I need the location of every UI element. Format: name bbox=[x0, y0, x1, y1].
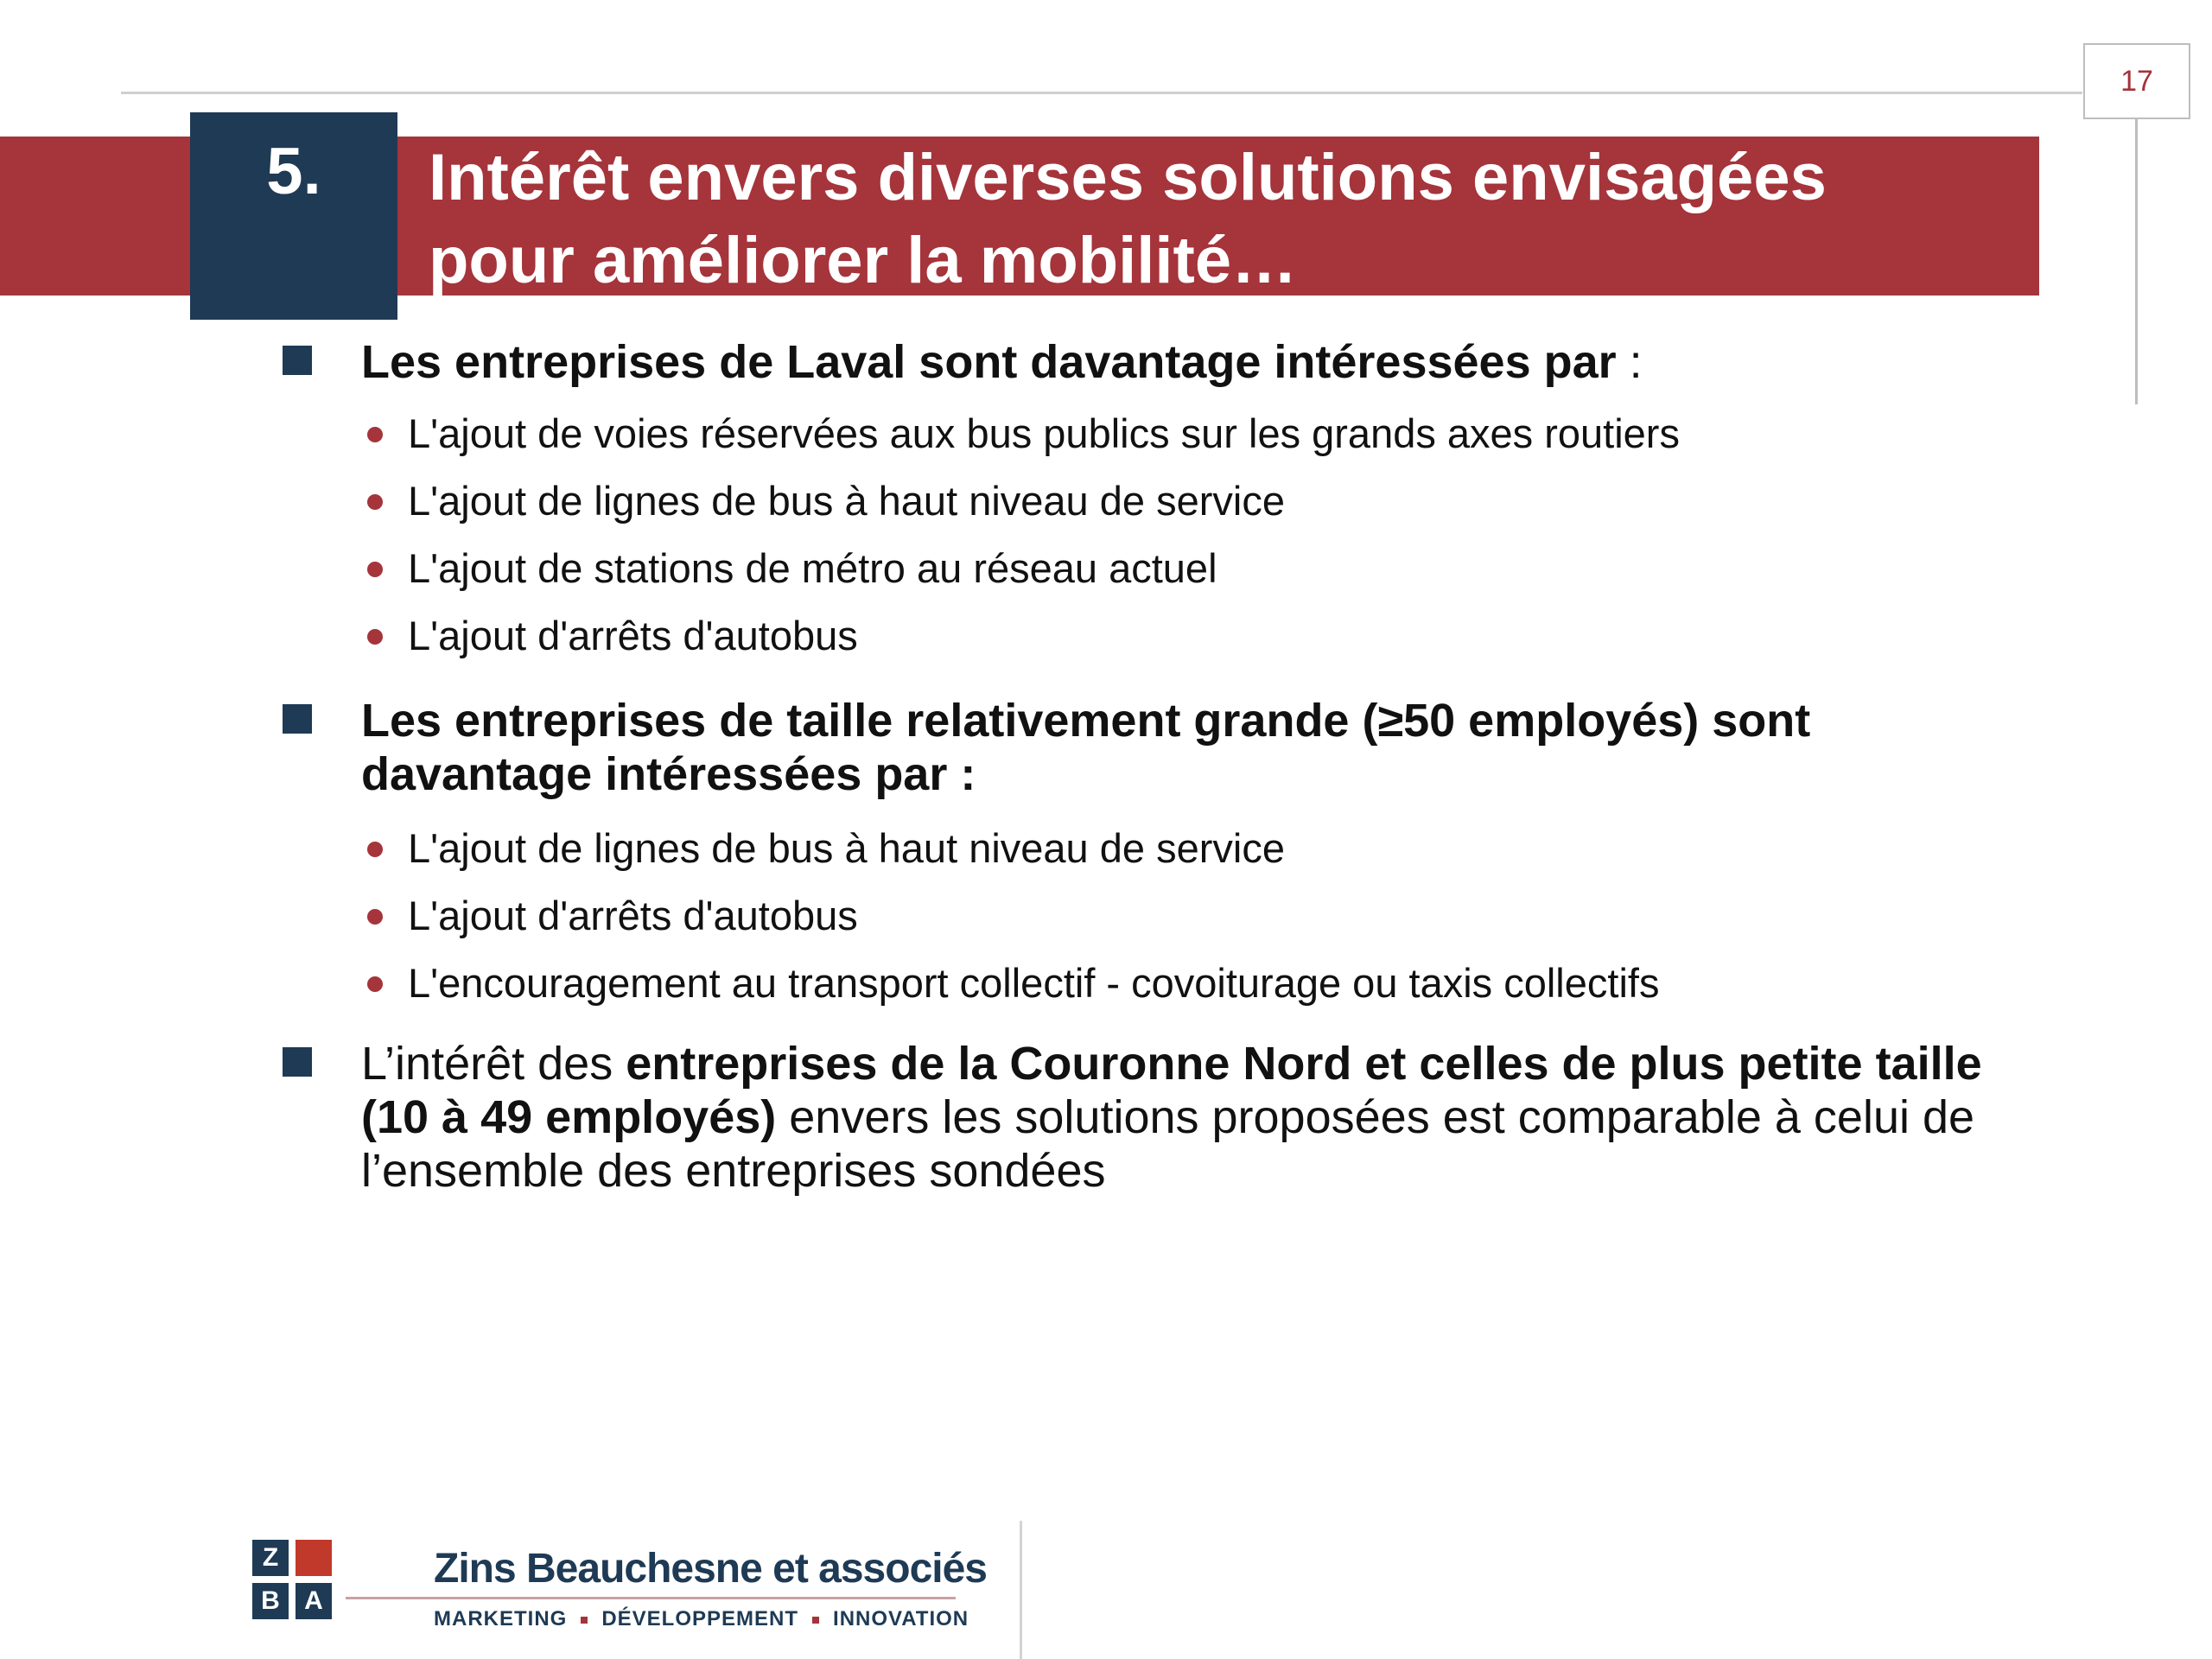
dot-bullet-icon bbox=[367, 909, 383, 925]
group2-heading: Les entreprises de taille relativement grande (≥50 employés) sont davantage intéressées par : bbox=[361, 695, 1811, 800]
right-divider bbox=[2135, 119, 2138, 404]
section-number: 5. bbox=[266, 135, 321, 208]
list-item: L'encouragement au transport collectif - covoiturage ou taxis collectifs bbox=[408, 960, 1660, 1006]
company-name: Zins Beauchesne et associés bbox=[434, 1546, 987, 1592]
list-item: L'ajout de lignes de bus à haut niveau de service bbox=[408, 825, 1285, 871]
list-item: L'ajout de stations de métro au réseau actuel bbox=[408, 545, 1217, 591]
page-title bbox=[429, 137, 2018, 302]
list-item: L'ajout d'arrêts d'autobus bbox=[408, 893, 858, 938]
top-divider bbox=[121, 92, 2082, 94]
tagline-separator-icon bbox=[581, 1617, 588, 1624]
logo-square bbox=[296, 1540, 332, 1576]
group3-paragraph: L’intérêt des entreprises de la Couronne Nord et celles de plus petite taille (10 à 49 employés) envers les solutions proposées est comparable à celui de l’ensemble des entreprises sondées bbox=[361, 1038, 1982, 1197]
logo-letter: Z bbox=[252, 1540, 289, 1576]
square-bullet-icon bbox=[283, 1047, 312, 1077]
logo-letter: B bbox=[252, 1583, 289, 1619]
company-tagline: MARKETING DÉVELOPPEMENT INNOVATION bbox=[434, 1607, 969, 1630]
logo-rule bbox=[346, 1597, 956, 1599]
title-line-2: pour améliorer la mobilité… bbox=[429, 224, 1298, 297]
square-bullet-icon bbox=[283, 704, 312, 734]
logo-letter: A bbox=[296, 1583, 332, 1619]
tagline-separator-icon bbox=[812, 1617, 819, 1624]
list-item: L'ajout de lignes de bus à haut niveau de service bbox=[408, 478, 1285, 524]
title-line-1: Intérêt envers diverses solutions envisagées bbox=[429, 141, 1827, 214]
dot-bullet-icon bbox=[367, 427, 383, 442]
dot-bullet-icon bbox=[367, 629, 383, 645]
dot-bullet-icon bbox=[367, 842, 383, 857]
footer-divider bbox=[1020, 1521, 1022, 1659]
dot-bullet-icon bbox=[367, 494, 383, 510]
list-item: L'ajout d'arrêts d'autobus bbox=[408, 613, 858, 658]
dot-bullet-icon bbox=[367, 562, 383, 577]
dot-bullet-icon bbox=[367, 976, 383, 992]
list-item: L'ajout de voies réservées aux bus publics sur les grands axes routiers bbox=[408, 410, 1680, 456]
square-bullet-icon bbox=[283, 346, 312, 375]
page-number-text: 17 bbox=[2120, 64, 2153, 98]
page-number bbox=[2083, 43, 2190, 119]
group1-heading: Les entreprises de Laval sont davantage intéressées par : bbox=[361, 336, 1643, 388]
